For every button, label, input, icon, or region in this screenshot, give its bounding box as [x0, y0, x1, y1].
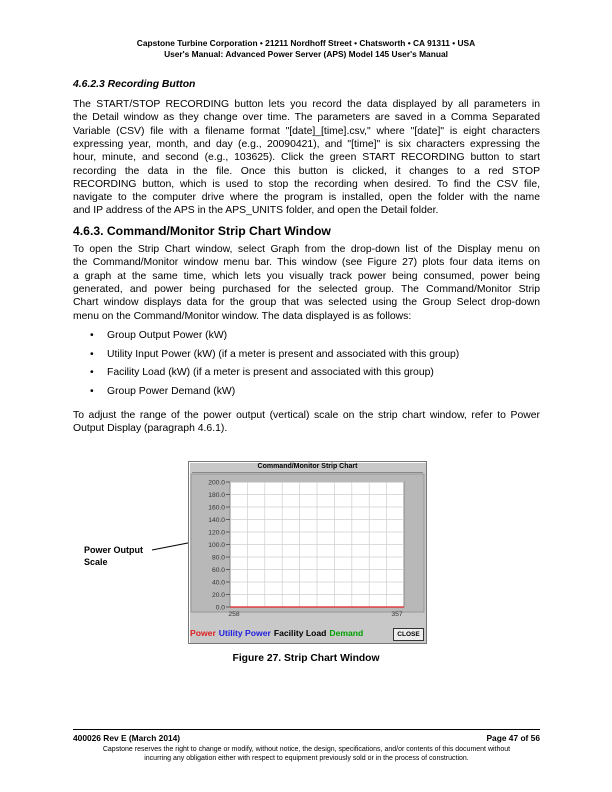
legend-entry: Power: [190, 628, 216, 638]
y-tick-label: 160.0: [208, 504, 225, 512]
list-item: [90, 349, 459, 360]
figure-caption: Figure 27. Strip Chart Window: [232, 653, 380, 664]
paragraph-line: To open the Strip Chart window, select Graph from the drop-down list of the Display menu on: [73, 244, 540, 255]
footer-note-line1: Capstone reserves the right to change or modify, without notice, the design, specifications, and/or contents of this document without: [102, 746, 511, 753]
footer-rule: [73, 729, 540, 730]
footer-page-number: Page 47 of 56: [486, 733, 540, 743]
paragraph-line: Output Display (paragraph 4.6.1).: [73, 423, 228, 435]
paragraph-line: and IP address of the APS in the APS_UNITS folder, and open the Detail folder.: [73, 205, 439, 217]
paragraph-line: the Detail window as they change over time. The parameters are saved in a Comma Separated: [73, 112, 540, 124]
bullet-icon: •: [90, 385, 94, 397]
y-tick-label: 20.0: [211, 591, 225, 599]
strip-chart-plot: [189, 462, 426, 627]
footer-note-line2: incurring any obligation either with respect to equipment previously sold or in the process of construction.: [144, 755, 469, 762]
list-item: [90, 386, 235, 397]
bullet-icon: •: [90, 348, 94, 360]
section-4623-heading: 4.6.2.3 Recording Button: [73, 79, 196, 90]
page-header-line2: User's Manual: Advanced Power Server (APS) Model 145 User's Manual: [164, 49, 448, 59]
callout-label: [84, 545, 143, 568]
y-tick-label: 40.0: [211, 579, 225, 587]
paragraph-line: hour, minute, and second (e.g., 103625). Click the green START RECORDING button to start: [73, 152, 540, 164]
y-tick-label: 100.0: [208, 541, 225, 549]
list-item: [90, 330, 227, 341]
paragraph-line: navigate to the computer drive where the program is installed, open the folder with the name: [73, 192, 540, 204]
chart-legend: [190, 628, 366, 638]
paragraph-line: Chart window displays data for the group that was selected using the Group Select drop-down: [73, 297, 540, 309]
y-tick-label: 0.0: [215, 604, 225, 612]
y-tick-label: 180.0: [208, 491, 225, 499]
y-tick-label: 140.0: [208, 516, 225, 524]
legend-entry: Demand: [329, 628, 364, 638]
paragraph-line: expressing year, month, and day (e.g., 20090421), and "[time]" is six characters expressing the: [73, 138, 540, 150]
page-header-line1: Capstone Turbine Corporation • 21211 Nordhoff Street • Chatsworth • CA 91311 • USA: [136, 38, 476, 48]
list-item-text: Group Power Demand (kW): [107, 385, 236, 397]
x-tick-label: 357: [391, 611, 403, 618]
legend-entry: Facility Load: [273, 628, 327, 638]
paragraph-line: generated, and power being purchased for the selected group. The Command/Monitor Strip: [73, 283, 540, 295]
bullet-icon: •: [90, 330, 94, 341]
y-tick-label: 200.0: [208, 479, 225, 487]
paragraph-line: To adjust the range of the power output (vertical) scale on the strip chart window, refer to Power: [73, 410, 540, 421]
window-title: Command/Monitor Strip Chart: [257, 463, 358, 470]
y-tick-label: 60.0: [211, 566, 225, 574]
list-item: [90, 367, 434, 378]
list-item-text: Utility Input Power (kW) (if a meter is present and associated with this group): [107, 348, 460, 360]
paragraph-line: recording the data in the file. Once this button is clicked, it changes to a red STOP: [73, 165, 540, 177]
y-tick-label: 80.0: [211, 554, 225, 562]
bullet-icon: •: [90, 367, 94, 378]
paragraph-line: RECORDING button, which is used to stop the recording when desired. To find the CSV file,: [73, 178, 540, 190]
list-item-text: Facility Load (kW) (if a meter is present and associated with this group): [107, 367, 434, 378]
footer-doc-id: 400026 Rev E (March 2014): [73, 733, 181, 743]
section-463-heading: 4.6.3. Command/Monitor Strip Chart Window: [73, 224, 331, 238]
callout-line2: Scale: [84, 556, 108, 567]
footer-disclaimer: [73, 745, 540, 763]
list-item-text: Group Output Power (kW): [107, 330, 228, 341]
paragraph-line: The START/STOP RECORDING button lets you record the data displayed by all parameters in: [73, 99, 540, 110]
paragraph-line: menu on the Command/Monitor window. The data displayed is as follows:: [73, 310, 412, 322]
callout-line1: Power Output: [84, 545, 143, 555]
paragraph-line: the Command/Monitor window menu bar. This window (see Figure 27) plots four data items on: [73, 257, 540, 269]
paragraph-line: Variable (CSV) file with a filename format "[date]_[time].csv," where "[date]" is eight characters: [73, 125, 540, 137]
strip-chart-window: [188, 461, 427, 644]
x-tick-label: 258: [228, 611, 240, 618]
close-button[interactable]: CLOSE: [393, 628, 424, 641]
paragraph-line: a graph at the same time, which lets you visually track power being consumed, power being: [73, 270, 540, 282]
y-tick-label: 120.0: [208, 529, 225, 537]
legend-entry: Utility Power: [218, 628, 271, 638]
